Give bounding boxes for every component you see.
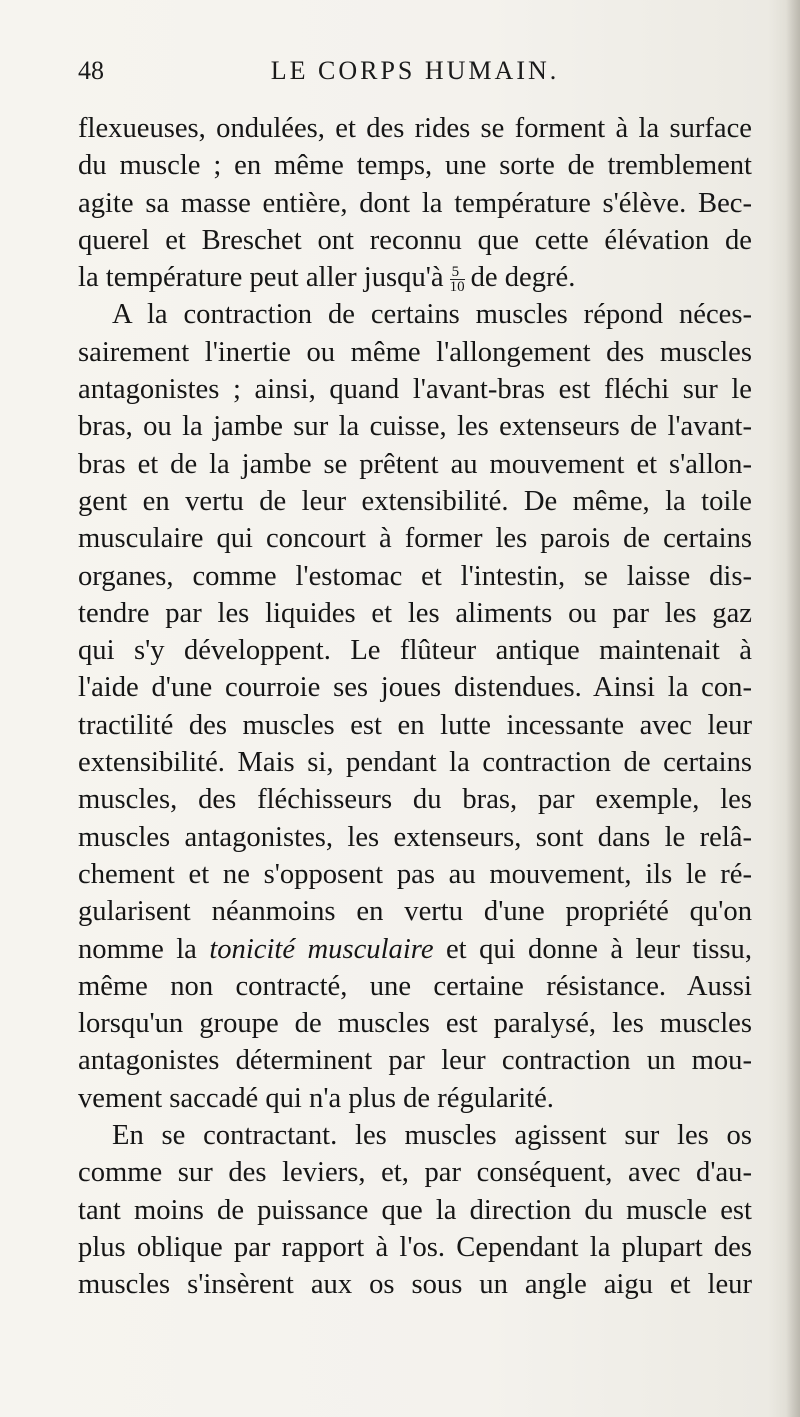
fraction — [450, 265, 465, 294]
page-header — [78, 56, 752, 96]
text-line: vement saccadé qui n'a plus de régularité. — [78, 1082, 554, 1114]
text-line: muscles antagonistes, les extenseurs, sont dans le relâ- — [78, 821, 752, 853]
text-line: tendre par les liquides et les aliments ou par les gaz — [78, 597, 752, 629]
text-line: sairement l'inertie ou même l'allongement des muscles — [78, 336, 752, 368]
text-line — [78, 931, 752, 968]
text-line-start: la température peut aller jusqu'à — [78, 262, 444, 294]
text-line-end: de degré. — [470, 262, 576, 294]
paragraph-start-line: En se contractant. les muscles agissent sur les os — [112, 1120, 752, 1152]
fraction-denominator: 10 — [449, 279, 465, 296]
page-edge-shadow — [786, 0, 800, 1417]
text-line: antagonistes déterminent par leur contraction un mou- — [78, 1045, 752, 1077]
text-line-end: et qui donne à leur tissu, — [445, 933, 752, 965]
paragraph-start-line: A la contraction de certains muscles répond néces- — [112, 299, 752, 331]
text-line: bras, ou la jambe sur la cuisse, les extenseurs de l'avant- — [78, 411, 752, 443]
text-line: gent en vertu de leur extensibilité. De même, la toile — [78, 485, 752, 517]
text-line: plus oblique par rapport à l'os. Cependant la plupart des — [78, 1231, 752, 1263]
text-line: même non contracté, une certaine résistance. Aussi — [78, 970, 752, 1002]
text-line: l'aide d'une courroie ses joues distendues. Ainsi la con- — [78, 672, 752, 704]
running-head: LE CORPS HUMAIN. — [270, 56, 560, 85]
page-number: 48 — [78, 56, 104, 85]
text-line: tant moins de puissance que la direction du muscle est — [78, 1194, 752, 1226]
text-line: lorsqu'un groupe de muscles est paralysé, les muscles — [78, 1008, 752, 1040]
text-line: bras et de la jambe se prêtent au mouvement et s'allon- — [78, 448, 752, 480]
text-line: agite sa masse entière, dont la température s'élève. Bec- — [78, 187, 752, 219]
text-line: flexueuses, ondulées, et des rides se forment à la surface — [78, 113, 752, 144]
text-line: organes, comme l'estomac et l'intestin, se laisse dis- — [78, 560, 752, 592]
text-line: antagonistes ; ainsi, quand l'avant-bras est fléchi sur le — [78, 374, 752, 406]
text-line: querel et Breschet ont reconnu que cette élévation de — [78, 224, 752, 256]
text-line: du muscle ; en même temps, une sorte de tremblement — [78, 150, 752, 182]
text-line: muscles s'insèrent aux os sous un angle aigu et leur — [78, 1269, 752, 1301]
text-line: comme sur des leviers, et, par conséquent, avec d'au- — [78, 1157, 752, 1189]
fraction-numerator: 5 — [450, 265, 465, 280]
text-line: chement et ne s'opposent pas au mouvement, ils le ré- — [78, 858, 752, 890]
text-line: gularisent néanmoins en vertu d'une propriété qu'on — [78, 896, 752, 928]
text-line-start: nomme la — [78, 933, 197, 965]
text-line: musculaire qui concourt à former les parois de certains — [78, 523, 752, 555]
text-line: qui s'y développent. Le flûteur antique maintenait à — [78, 635, 752, 667]
text-line: muscles, des fléchisseurs du bras, par exemple, les — [78, 784, 752, 816]
text-line — [78, 259, 752, 296]
italic-term: tonicité musculaire — [209, 933, 434, 965]
body-text — [78, 110, 752, 1304]
text-line: extensibilité. Mais si, pendant la contraction de certains — [78, 747, 752, 779]
text-line: tractilité des muscles est en lutte incessante avec leur — [78, 709, 752, 741]
